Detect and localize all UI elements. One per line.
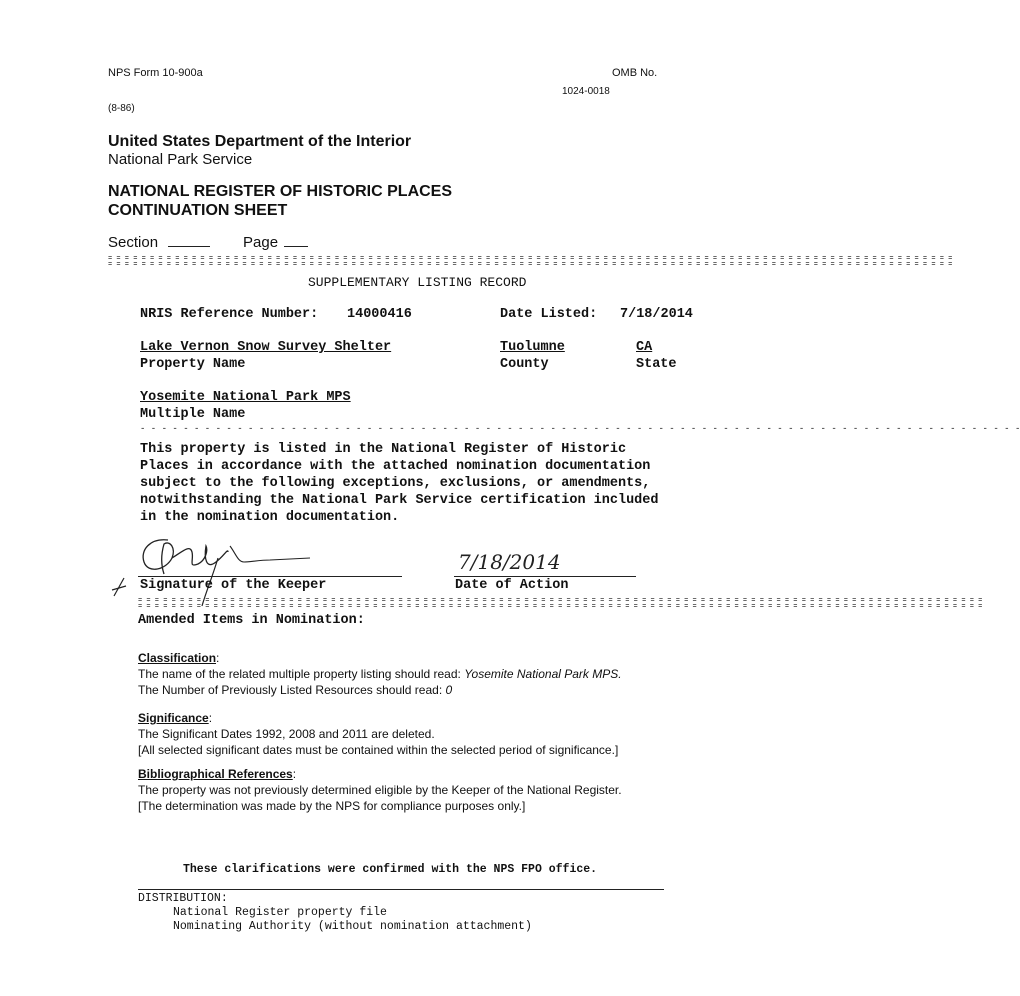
form-date: (8-86) [108, 103, 135, 114]
service-title: National Park Service [108, 151, 253, 168]
department-title: United States Department of the Interior [108, 133, 412, 150]
bibliography-line-2: [The determination was made by the NPS for compliance purposes only.] [138, 799, 526, 813]
property-name-label: Property Name [140, 357, 246, 372]
bibliography-heading-row [138, 766, 622, 782]
date-listed-value: 7/18/2014 [620, 307, 693, 322]
state-value: CA [636, 340, 653, 355]
nris-label: NRIS Reference Number: [140, 307, 319, 322]
classification-line-1 [138, 666, 622, 682]
bibliography-colon: : [292, 767, 297, 781]
classification-block [138, 650, 622, 698]
bibliography-heading: Bibliographical References [138, 767, 293, 781]
distribution-item: National Register property file [173, 906, 387, 919]
multiple-name-value: Yosemite National Park MPS [140, 390, 351, 405]
significance-block [138, 710, 618, 758]
page-label: Page [243, 234, 279, 251]
property-name-value: Lake Vernon Snow Survey Shelter [140, 340, 392, 355]
classification-line-1-text: The name of the related multiple property listing should read: [138, 667, 465, 681]
statement-line: in the nomination documentation. [140, 510, 400, 525]
distribution-label: DISTRIBUTION: [138, 892, 228, 905]
section-label: Section [108, 234, 159, 251]
county-label: County [500, 357, 549, 372]
form-number: NPS Form 10-900a [108, 67, 203, 79]
keeper-signature-image [110, 528, 330, 608]
significance-heading: Significance [138, 711, 209, 725]
multiple-name-label: Multiple Name [140, 407, 246, 422]
statement-line: Places in accordance with the attached nomination documentation [140, 459, 651, 474]
register-title: NATIONAL REGISTER OF HISTORIC PLACES [108, 183, 453, 200]
date-of-action-handwritten: 7/18/2014 [458, 550, 561, 574]
bibliography-line-1: The property was not previously determined eligible by the Keeper of the National Register. [138, 783, 622, 797]
classification-heading-row [138, 650, 622, 666]
statement-line: subject to the following exceptions, exclusions, or amendments, [140, 476, 651, 491]
date-listed-label: Date Listed: [500, 307, 598, 322]
sheet-title: CONTINUATION SHEET [108, 202, 288, 219]
date-of-action-label: Date of Action [455, 578, 569, 593]
equals-separator-top-2: = = = = = = = = = = = = = = = = = = = = = = = = = = = = = = = = = = = = = = = = = = = = = = = = = = = = = = = = = = = = = = = = = = = = = = = = = = = = = = = = = = = = = = = = = = = = = = = = = = = = = [108, 261, 953, 269]
classification-line-1-value: Yosemite National Park MPS. [464, 667, 622, 681]
classification-line-2-value: 0 [445, 683, 453, 697]
significance-colon: : [208, 711, 213, 725]
signature-label: Signature of the Keeper [140, 578, 327, 593]
page-blank [284, 246, 308, 247]
state-label: State [636, 357, 677, 372]
equals-separator-bottom-2: = = = = = = = = = = = = = = = = = = = = = = = = = = = = = = = = = = = = = = = = = = = = = = = = = = = = = = = = = = = = = = = = = = = = = = = = = = = = = = = = = = = = = = = = = = = = = = = = = = = = = [138, 603, 983, 611]
statement-line: notwithstanding the National Park Service certification included [140, 493, 659, 508]
classification-line-2-text: The Number of Previously Listed Resources should read: [138, 683, 446, 697]
equals-separator-top: = = = = = = = = = = = = = = = = = = = = = = = = = = = = = = = = = = = = = = = = = = = = = = = = = = = = = = = = = = = = = = = = = = = = = = = = = = = = = = = = = = = = = = = = = = = = = = = = = = = = = [108, 255, 953, 263]
section-blank [168, 246, 210, 247]
omb-label: OMB No. [612, 67, 658, 79]
equals-separator-bottom: = = = = = = = = = = = = = = = = = = = = = = = = = = = = = = = = = = = = = = = = = = = = = = = = = = = = = = = = = = = = = = = = = = = = = = = = = = = = = = = = = = = = = = = = = = = = = = = = = = = = = [138, 597, 983, 605]
statement-line: This property is listed in the National Register of Historic [140, 442, 627, 457]
distribution-rule [138, 889, 664, 890]
bibliography-block [138, 766, 622, 814]
confirmation-note: These clarifications were confirmed with the NPS FPO office. [183, 863, 598, 876]
date-of-action-line [454, 576, 636, 577]
section-field [108, 234, 210, 251]
significance-heading-row [138, 710, 618, 726]
nris-value: 14000416 [347, 307, 412, 322]
amended-items-label: Amended Items in Nomination: [138, 613, 365, 628]
omb-number: 1024-0018 [562, 86, 610, 97]
classification-colon: : [216, 651, 220, 665]
dash-separator: - - - - - - - - - - - - - - - - - - - - - - - - - - - - - - - - - - - - - - - - - - - - - - - - - - - - - - - - - - - - - - - - - - - - - - - - - - - - - - - - - - [140, 424, 1020, 434]
distribution-item: Nominating Authority (without nomination attachment) [173, 920, 532, 933]
signature-line [138, 576, 402, 577]
page-field [243, 234, 308, 251]
record-title: SUPPLEMENTARY LISTING RECORD [308, 275, 527, 290]
significance-line-2: [All selected significant dates must be contained within the selected period of significance.] [138, 743, 619, 757]
significance-line-1: The Significant Dates 1992, 2008 and 2011 are deleted. [138, 727, 435, 741]
classification-heading: Classification [138, 651, 217, 665]
statement [140, 441, 658, 526]
county-value: Tuolumne [500, 340, 565, 355]
classification-line-2 [138, 682, 622, 698]
